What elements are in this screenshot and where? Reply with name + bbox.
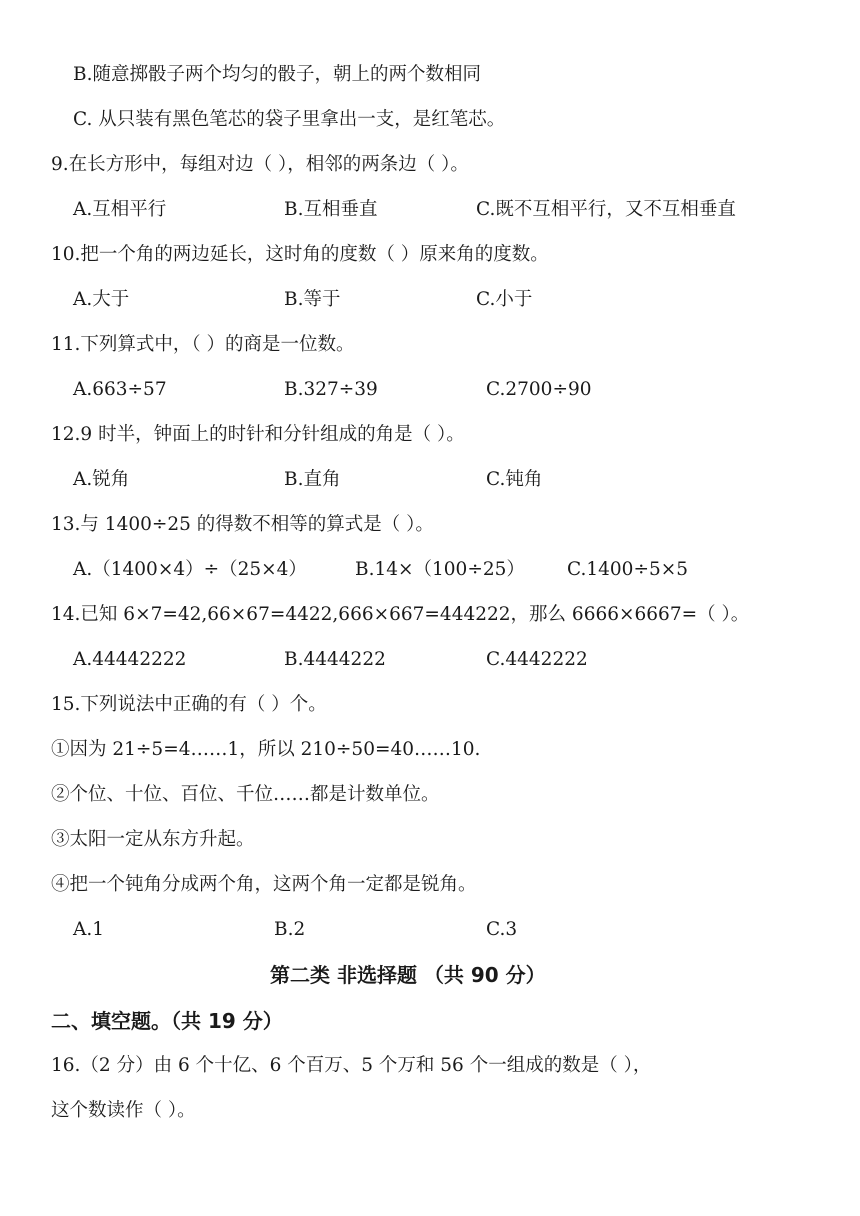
option-b: B.14×（100÷25） xyxy=(355,559,525,580)
option-a: A.663÷57 xyxy=(73,379,167,400)
statement-text: ①因为 21÷5=4……1，所以 210÷50=40……10. xyxy=(51,739,481,760)
option-c: C.3 xyxy=(486,919,518,940)
q10-stem xyxy=(0,238,860,272)
question-text: 15.下列说法中正确的有（ ）个。 xyxy=(51,694,327,715)
question-text: 11.下列算式中，（ ）的商是一位数。 xyxy=(51,334,355,355)
q11-options xyxy=(0,373,860,407)
option-b: B.2 xyxy=(274,919,306,940)
q14-options xyxy=(0,643,860,677)
option-b: B.互相垂直 xyxy=(284,199,378,220)
q11-stem xyxy=(0,328,860,362)
option-b: B.等于 xyxy=(284,289,341,310)
q9-stem xyxy=(0,148,860,182)
q15-options xyxy=(0,913,860,947)
option-a: A.（1400×4）÷（25×4） xyxy=(73,559,307,580)
option-c: C.2700÷90 xyxy=(486,379,592,400)
option-c: C.1400÷5×5 xyxy=(567,559,688,580)
q13-stem xyxy=(0,508,860,542)
question-text: 13.与 1400÷25 的得数不相等的算式是（ ）。 xyxy=(51,514,434,535)
q14-stem xyxy=(0,598,860,632)
section-two-heading xyxy=(0,1004,860,1038)
option-b: B.4444222 xyxy=(284,649,386,670)
option-text: C. 从只装有黑色笔芯的袋子里拿出一支，是红笔芯。 xyxy=(73,109,506,130)
question-text: 9.在长方形中，每组对边（ ），相邻的两条边（ ）。 xyxy=(51,154,469,175)
option-a: A.锐角 xyxy=(73,469,130,490)
part-two-heading xyxy=(0,958,860,992)
q12-options xyxy=(0,463,860,497)
option-a: A.大于 xyxy=(73,289,130,310)
q9-options xyxy=(0,193,860,227)
question-text: 14.已知 6×7=42,66×67=4422,666×667=444222，那么 6666×6667=（ ）。 xyxy=(51,604,750,625)
q10-options xyxy=(0,283,860,317)
option-c: C.钝角 xyxy=(486,469,543,490)
option-a: A.1 xyxy=(73,919,105,940)
q12-stem xyxy=(0,418,860,452)
statement-text: ③太阳一定从东方升起。 xyxy=(51,829,255,850)
part-title: 第二类 非选择题 （共 90 分） xyxy=(270,963,546,987)
option-c: C.小于 xyxy=(476,289,533,310)
option-c: C.4442222 xyxy=(486,649,588,670)
q15-statement-3 xyxy=(0,823,860,857)
q15-statement-4 xyxy=(0,868,860,902)
section-title: 二、填空题。（共 19 分） xyxy=(51,1009,283,1033)
option-text: B.随意掷骰子两个均匀的骰子，朝上的两个数相同 xyxy=(73,64,481,85)
q15-statement-2 xyxy=(0,778,860,812)
option-a: A.互相平行 xyxy=(73,199,167,220)
q15-statement-1 xyxy=(0,733,860,767)
question-text: 16.（2 分）由 6 个十亿、6 个百万、5 个万和 56 个一组成的数是（ ）， xyxy=(51,1055,652,1076)
q16-line-2 xyxy=(0,1094,860,1128)
q15-stem xyxy=(0,688,860,722)
question-text: 12.9 时半，钟面上的时针和分针组成的角是（ ）。 xyxy=(51,424,465,445)
statement-text: ②个位、十位、百位、千位……都是计数单位。 xyxy=(51,784,440,805)
option-b: B.327÷39 xyxy=(284,379,378,400)
option-a: A.44442222 xyxy=(73,649,187,670)
question-text: 10.把一个角的两边延长，这时角的度数（ ）原来角的度数。 xyxy=(51,244,549,265)
q13-options xyxy=(0,553,860,587)
option-c: C.既不互相平行，又不互相垂直 xyxy=(476,199,736,220)
option-b: B.直角 xyxy=(284,469,341,490)
q8-option-b xyxy=(0,58,860,92)
q16-line-1 xyxy=(0,1049,860,1083)
question-text: 这个数读作（ ）。 xyxy=(51,1100,196,1121)
q8-option-c xyxy=(0,103,860,137)
statement-text: ④把一个钝角分成两个角，这两个角一定都是锐角。 xyxy=(51,874,477,895)
